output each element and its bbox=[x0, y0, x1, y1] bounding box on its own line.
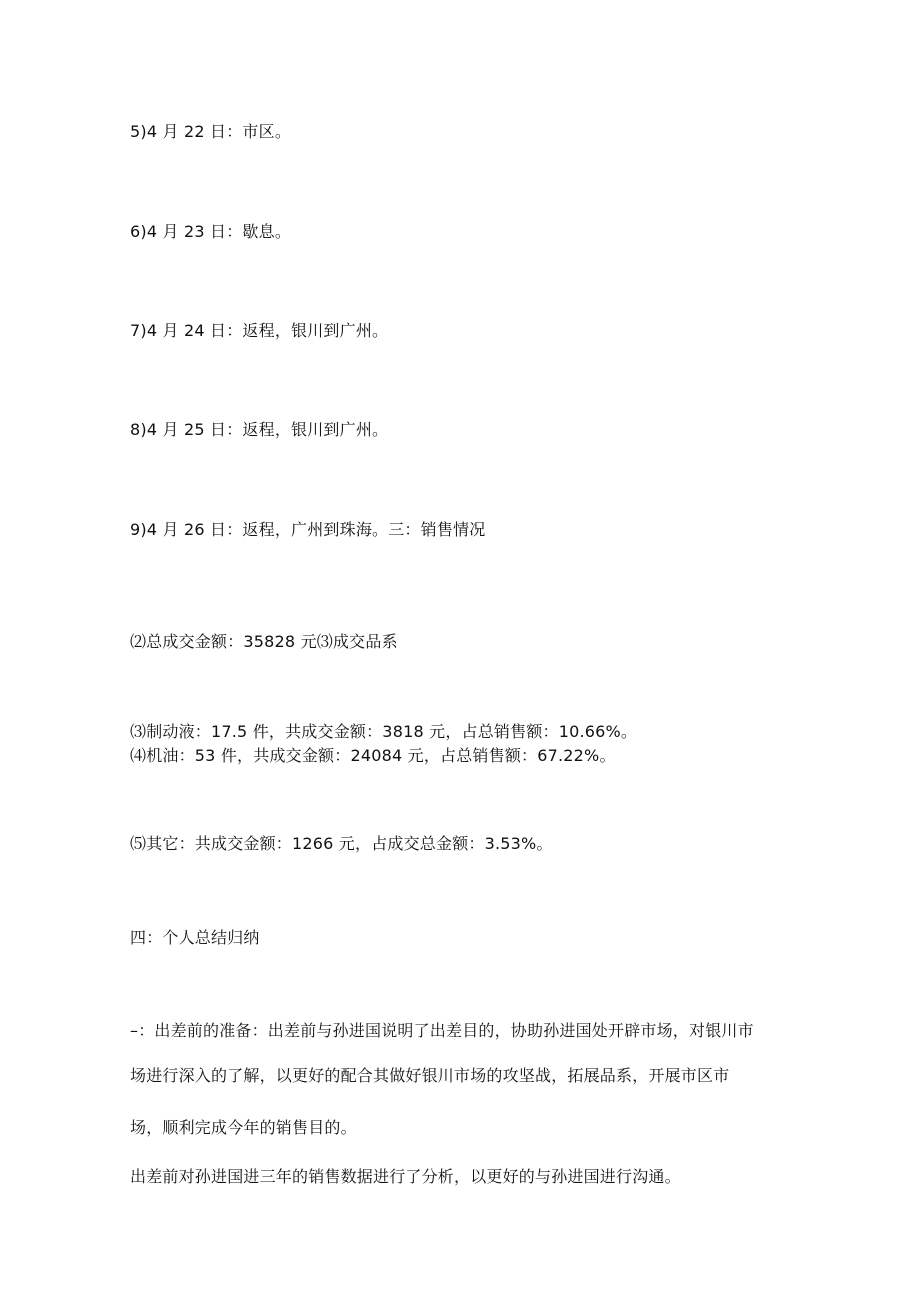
section-heading-summary: 四：个人总结归纳 bbox=[130, 928, 260, 947]
paragraph-line-3: 场，顺利完成今年的销售目的。 bbox=[130, 1118, 357, 1137]
itinerary-item-9: 9)4 月 26 日：返程，广州到珠海。三：销售情况 bbox=[130, 520, 486, 539]
itinerary-item-5: 5)4 月 22 日：市区。 bbox=[130, 122, 292, 141]
paragraph-line-2: 场进行深入的了解，以更好的配合其做好银川市场的攻坚战，拓展品系，开展市区市 bbox=[130, 1066, 730, 1085]
sales-total-line: ⑵总成交金额：35828 元⑶成交品系 bbox=[130, 632, 398, 651]
paragraph-line-4: 出差前对孙进国进三年的销售数据进行了分析，以更好的与孙进国进行沟通。 bbox=[130, 1167, 681, 1186]
itinerary-item-6: 6)4 月 23 日：歇息。 bbox=[130, 222, 292, 241]
sales-other-line: ⑸其它：共成交金额：1266 元，占成交总金额：3.53%。 bbox=[130, 834, 553, 853]
sales-brake-fluid-line: ⑶制动液：17.5 件，共成交金额：3818 元，占总销售额：10.66%。 bbox=[130, 722, 638, 741]
itinerary-item-7: 7)4 月 24 日：返程，银川到广州。 bbox=[130, 321, 389, 340]
itinerary-item-8: 8)4 月 25 日：返程，银川到广州。 bbox=[130, 420, 389, 439]
paragraph-line-1: –：出差前的准备：出差前与孙进国说明了出差目的，协助孙进国处开辟市场，对银川市 bbox=[130, 1021, 754, 1040]
sales-engine-oil-line: ⑷机油：53 件，共成交金额：24084 元，占总销售额：67.22%。 bbox=[130, 746, 616, 765]
